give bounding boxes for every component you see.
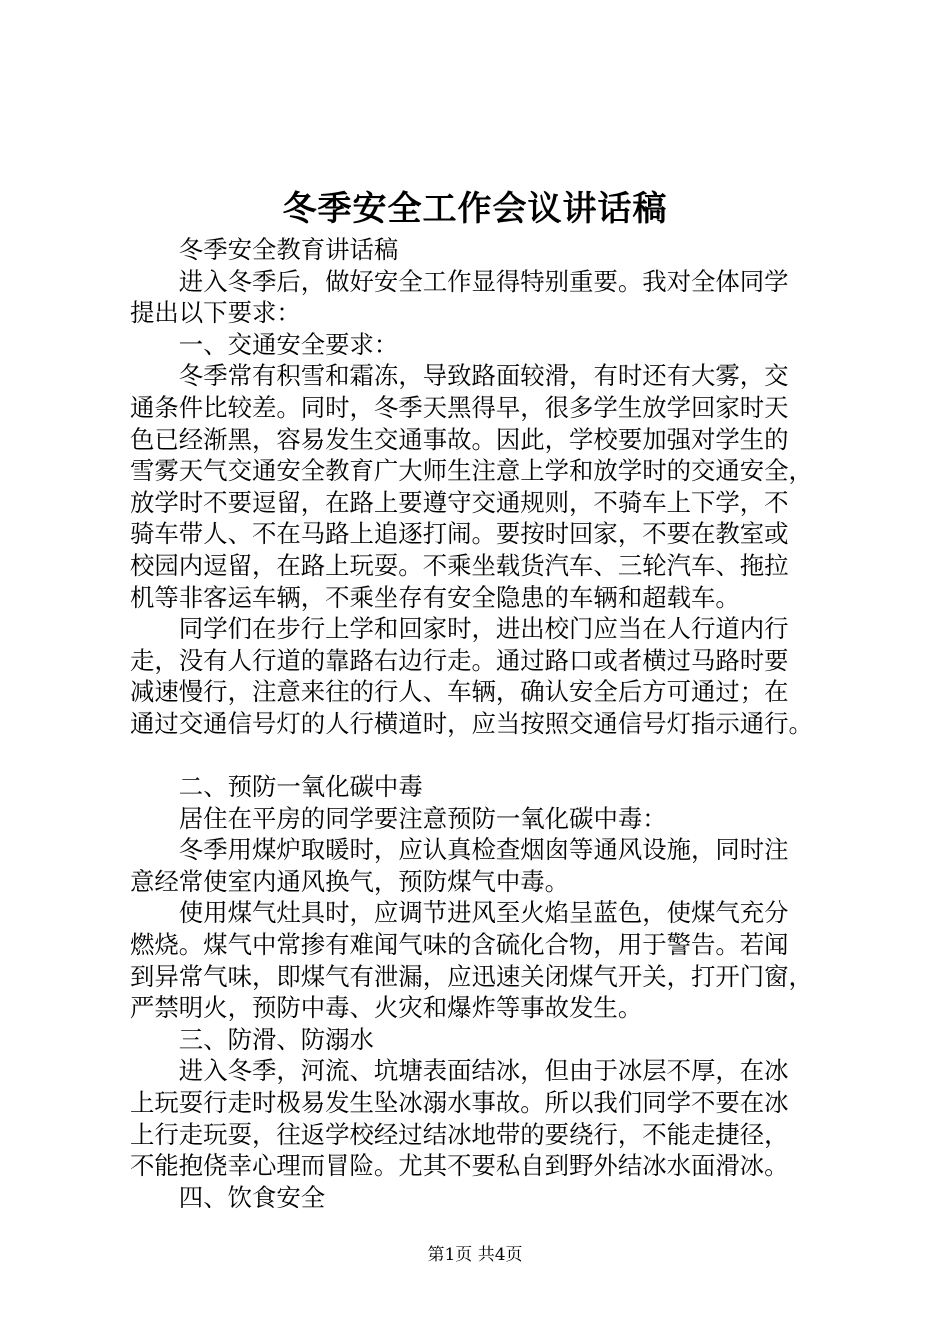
paragraph-line: 通过交通信号灯的人行横道时，应当按照交通信号灯指示通行。 [130,708,813,738]
paragraph-line: 放学时不要逗留，在路上要遵守交通规则，不骑车上下学，不 [130,487,789,517]
paragraph-line: 严禁明火，预防中毒、火灾和爆炸等事故发生。 [130,993,643,1023]
paragraph-line: 色已经渐黑，容易发生交通事故。因此，学校要加强对学生的 [130,424,789,454]
paragraph-line: 通条件比较差。同时，冬季天黑得早，很多学生放学回家时天 [130,392,789,422]
paragraph-line: 不能抱侥幸心理而冒险。尤其不要私自到野外结冰水面滑冰。 [130,1151,789,1181]
paragraph-line: 燃烧。煤气中常掺有难闻气味的含硫化合物，用于警告。若闻 [130,930,789,960]
paragraph [130,613,834,739]
paragraph-line: 使用煤气灶具时，应调节进风至火焰呈蓝色，使煤气充分 [178,898,789,928]
document-title: 冬季安全工作会议讲话稿 [282,189,668,229]
paragraph-line: 冬季安全教育讲话稿 [178,235,399,264]
paragraph-line: 到异常气味，即煤气有泄漏，应迅速关闭煤气开关，打开门窗， [130,961,813,991]
paragraph [130,234,834,266]
paragraph-line: 居住在平房的同学要注意预防一氧化碳中毒： [178,803,667,833]
paragraph-line: 三、防滑、防溺水 [178,1024,374,1054]
paragraph-line: 骑车带人、不在马路上追逐打闹。要按时回家，不要在教室或 [130,519,789,549]
paragraph-gap [130,740,834,772]
paragraph [130,1055,834,1181]
paragraph-line: 上行走玩耍，往返学校经过结冰地带的要绕行，不能走捷径， [130,1119,789,1149]
paragraph-line: 同学们在步行上学和回家时，进出校门应当在人行道内行 [178,614,789,644]
paragraph [130,329,834,361]
paragraph-line: 冬季用煤炉取暖时，应认真检查烟囱等通风设施，同时注 [178,835,789,865]
paragraph [130,834,834,897]
paragraph-line: 进入冬季后，做好安全工作显得特别重要。我对全体同学 [178,266,789,296]
paragraph-line: 冬季常有积雪和霜冻，导致路面较滑，有时还有大雾，交 [178,361,789,391]
paragraph [130,897,834,1023]
paragraph-line: 减速慢行，注意来往的行人、车辆，确认安全后方可通过；在 [130,677,789,707]
paragraph-line: 走，没有人行道的靠路右边行走。通过路口或者横过马路时要 [130,645,789,675]
paragraph [130,803,834,835]
paragraph-line: 四、饮食安全 [178,1182,326,1212]
paragraph [130,360,834,613]
paragraph-line: 进入冬季，河流、坑塘表面结冰，但由于冰层不厚，在冰 [178,1056,789,1086]
paragraph [130,1024,834,1056]
paragraph-line: 提出以下要求： [130,298,301,328]
paragraph [130,1182,834,1214]
page-footer: 第1页 共4页 [427,1245,523,1265]
paragraph-line: 上玩耍行走时极易发生坠冰溺水事故。所以我们同学不要在冰 [130,1088,789,1118]
paragraph [130,266,834,329]
paragraph-line: 二、预防一氧化碳中毒 [178,772,423,802]
paragraph-line: 机等非客运车辆，不乘坐存有安全隐患的车辆和超载车。 [130,582,740,612]
paragraph [130,771,834,803]
document-body [130,234,834,1213]
paragraph-line: 意经常使室内通风换气，预防煤气中毒。 [130,866,570,896]
paragraph-line: 一、交通安全要求： [178,329,399,359]
paragraph-line: 校园内逗留，在路上玩耍。不乘坐载货汽车、三轮汽车、拖拉 [130,550,789,580]
paragraph-line: 雪雾天气交通安全教育广大师生注意上学和放学时的交通安全， [130,456,813,486]
